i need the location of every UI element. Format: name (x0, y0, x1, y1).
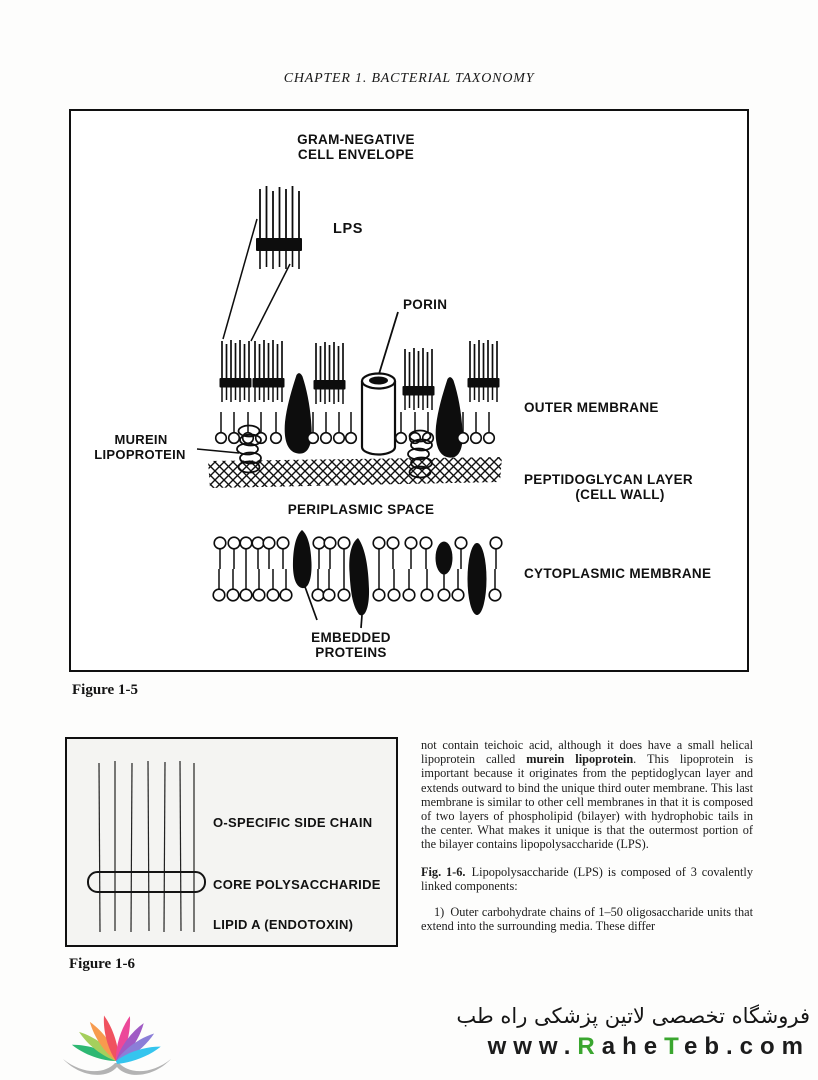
periplasmic-space-label: PERIPLASMIC SPACE (287, 502, 435, 517)
figure-1-6-box (65, 737, 398, 947)
body-text-column (421, 738, 753, 933)
lipid-a-label: LIPID A (ENDOTOXIN) (213, 917, 354, 932)
url-segment: .com (725, 1033, 810, 1060)
store-name-persian: فروشگاه تخصصی لاتین پزشکی راه طب (456, 1004, 810, 1028)
embedded-label-line2: PROTEINS (315, 645, 387, 660)
watermark-text-block (456, 1004, 810, 1061)
raheteb-url (456, 1033, 810, 1061)
cytoplasmic-membrane-label: CYTOPLASMIC MEMBRANE (524, 566, 712, 581)
outer-membrane-label: OUTER MEMBRANE (524, 400, 659, 415)
fig-1-6-lead-in: Fig. 1-6. (421, 864, 466, 879)
murein-label-line2: LIPOPROTEIN (94, 447, 186, 462)
raheteb-book-logo (57, 1001, 179, 1078)
lps-inset-molecule (256, 186, 302, 269)
url-segment: ahe (601, 1033, 665, 1060)
bold-term-murein-lipoprotein: murein lipoprotein (526, 752, 634, 767)
url-segment: www. (487, 1033, 578, 1060)
murein-label-line1: MUREIN (114, 432, 168, 447)
peptidoglycan-label-line1: PEPTIDOGLYCAN LAYER (524, 472, 693, 487)
figure-1-6-caption: Figure 1-6 (69, 956, 135, 972)
figure-1-5-caption: Figure 1-5 (72, 682, 138, 698)
figure-1-5-box (69, 109, 749, 672)
url-segment-green-t: T (664, 1033, 684, 1060)
paragraph-text: Lipopolysaccharide (LPS) is composed of 3 covalently linked components: (421, 864, 753, 893)
magnifier-line (223, 219, 257, 339)
embedded-pointer-line (361, 615, 362, 628)
o-specific-chain-lines (99, 761, 194, 932)
url-segment: eb (683, 1033, 726, 1060)
url-segment-green-r: R (577, 1033, 602, 1060)
paragraph-fig-1-6-legend (421, 865, 753, 893)
core-polysaccharide-label: CORE POLYSACCHARIDE (213, 877, 381, 892)
paragraph-text: . This lipoprotein is important because it originates from the peptidoglycan layer and extends outward to bind the unique third outer membrane. This last membrane is similar to other cell membranes in that it is composed of two layers of phospholipid (bilayer) with hydrophobic tails in the center. What makes it unique is that the outermost portion of the bilayer contains lipopolysaccharide (LPS). (421, 752, 753, 852)
magnifier-line (251, 264, 290, 341)
figure-title-line2: CELL ENVELOPE (297, 147, 415, 162)
lps-label: LPS (333, 221, 363, 237)
chapter-header: CHAPTER 1. BACTERIAL TAXONOMY (283, 71, 535, 86)
embedded-label-line1: EMBEDDED (311, 630, 391, 645)
o-specific-label: O-SPECIFIC SIDE CHAIN (213, 815, 373, 830)
book-pages-fan (70, 1014, 162, 1066)
paragraph-list-item-1: 1) Outer carbohydrate chains of 1–50 oligosaccharide units that extend into the surrounding media. These differ (421, 905, 753, 934)
porin-shape (362, 374, 395, 455)
gram-negative-envelope-diagram (71, 111, 746, 669)
paragraph-text: not contain teichoic acid, although it does have a small helical lipoprotein called (421, 738, 753, 767)
peptidoglycan-label-line2: (CELL WALL) (575, 487, 665, 502)
porin-label: PORIN (403, 297, 448, 312)
figure-title-line1: GRAM-NEGATIVE (297, 132, 415, 147)
core-polysaccharide-shape (88, 872, 205, 892)
lps-structure-diagram (67, 739, 395, 945)
paragraph-murein (421, 738, 753, 852)
porin-pointer-line (379, 312, 398, 374)
murein-pointer-line (197, 449, 239, 453)
